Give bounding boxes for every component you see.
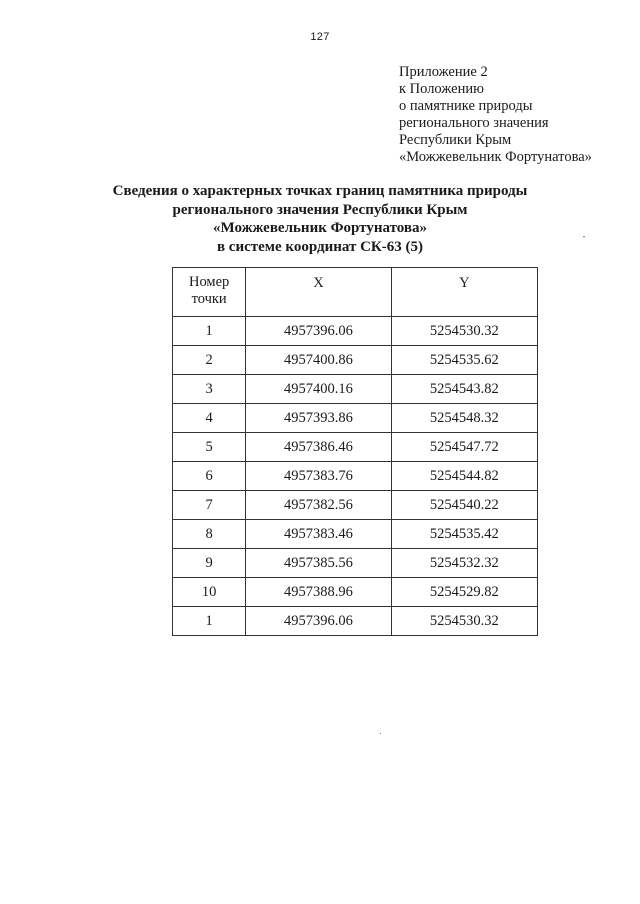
appendix-line: к Положению (399, 81, 484, 97)
header-row (173, 268, 538, 317)
cell-x: 4957383.46 (246, 520, 391, 549)
cell-y: 5254548.32 (391, 404, 537, 433)
table-row (173, 346, 538, 375)
header-x: X (246, 268, 391, 317)
cell-point-number: 4 (173, 404, 246, 433)
cell-point-number: 7 (173, 491, 246, 520)
table-row (173, 520, 538, 549)
appendix-line: о памятнике природы (399, 98, 533, 114)
cell-point-number: 10 (173, 578, 246, 607)
cell-point-number: 9 (173, 549, 246, 578)
scan-speck (583, 236, 585, 237)
title-line: в системе координат СК-63 (5) (216, 238, 424, 255)
coordinates-table (172, 267, 538, 636)
cell-point-number: 2 (173, 346, 246, 375)
cell-y: 5254540.22 (391, 491, 537, 520)
title-line: «Можжевельник Фортунатова» (213, 220, 427, 236)
cell-x: 4957386.46 (246, 433, 391, 462)
cell-y: 5254544.82 (391, 462, 537, 491)
scan-speck (380, 733, 381, 734)
cell-y: 5254530.32 (391, 607, 537, 636)
cell-y: 5254535.62 (391, 346, 537, 375)
table-row (173, 404, 538, 433)
cell-y: 5254530.32 (391, 317, 537, 346)
cell-x: 4957385.56 (246, 549, 391, 578)
table-row (173, 462, 538, 491)
cell-y: 5254529.82 (391, 578, 537, 607)
table-row (173, 433, 538, 462)
cell-point-number: 1 (173, 607, 246, 636)
cell-x: 4957383.76 (246, 462, 391, 491)
cell-x: 4957396.06 (246, 317, 391, 346)
appendix-reference (399, 64, 592, 166)
appendix-line: Приложение 2 (399, 64, 488, 80)
table-row (173, 578, 538, 607)
cell-point-number: 8 (173, 520, 246, 549)
cell-y: 5254547.72 (391, 433, 537, 462)
cell-point-number: 5 (173, 433, 246, 462)
table-row (173, 491, 538, 520)
header-point-line1: Номер (188, 274, 230, 290)
cell-point-number: 3 (173, 375, 246, 404)
cell-point-number: 6 (173, 462, 246, 491)
cell-y: 5254543.82 (391, 375, 537, 404)
title-line: Сведения о характерных точках границ памятника природы (112, 183, 528, 199)
table-row (173, 375, 538, 404)
title-line: регионального значения Республики Крым (172, 201, 468, 218)
appendix-line: регионального значения (399, 115, 549, 131)
cell-x: 4957388.96 (246, 578, 391, 607)
table-body (173, 317, 538, 636)
table-row (173, 549, 538, 578)
cell-x: 4957393.86 (246, 404, 391, 433)
page-number: 127 (310, 31, 330, 43)
appendix-line: Республики Крым (399, 132, 512, 148)
cell-y: 5254535.42 (391, 520, 537, 549)
header-point-line2: точки (191, 291, 227, 307)
header-point-number (173, 268, 246, 317)
header-y: Y (391, 268, 537, 317)
cell-x: 4957400.16 (246, 375, 391, 404)
table-row (173, 607, 538, 636)
cell-x: 4957400.86 (246, 346, 391, 375)
table-row (173, 317, 538, 346)
table-header (173, 268, 538, 317)
cell-point-number: 1 (173, 317, 246, 346)
appendix-line: «Можжевельник Фортунатова» (399, 149, 592, 165)
cell-x: 4957382.56 (246, 491, 391, 520)
cell-x: 4957396.06 (246, 607, 391, 636)
cell-y: 5254532.32 (391, 549, 537, 578)
document-title (0, 182, 640, 256)
